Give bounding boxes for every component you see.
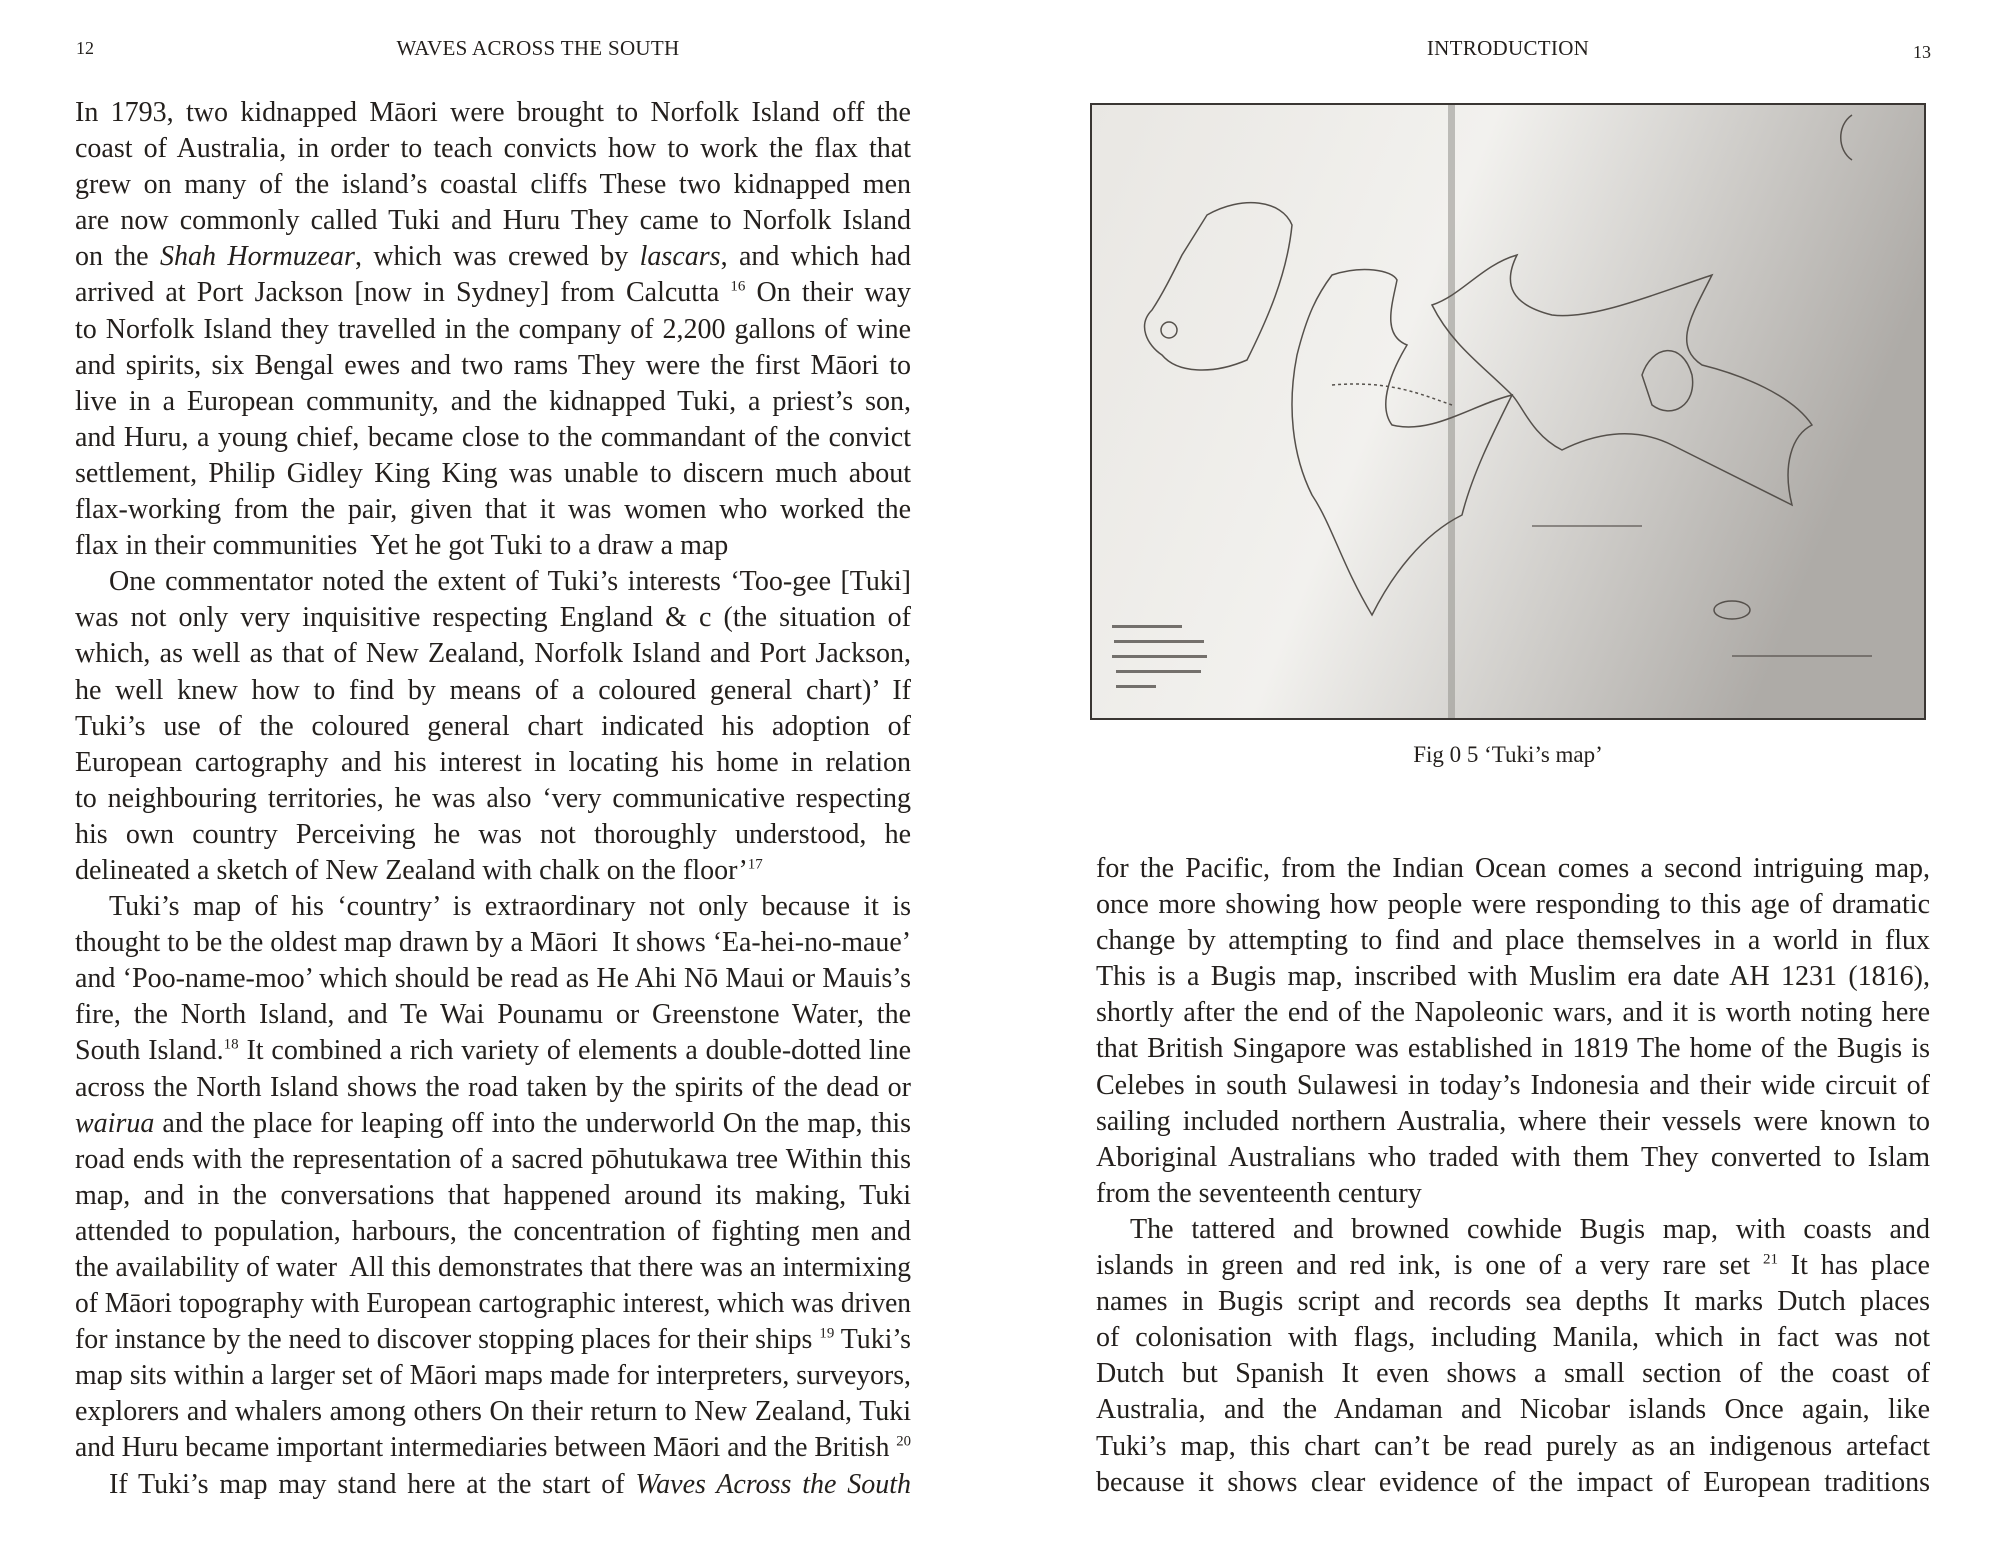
- text-segment: Celebes in south Sulawesi in today’s Indonesia and their wide circuit of: [1096, 1069, 1930, 1101]
- text-line-content: [1096, 959, 1930, 995]
- text-line-content: [1096, 887, 1930, 923]
- text-segment: Australia, and the Andaman and Nicobar islands Once again, like: [1096, 1394, 1930, 1426]
- text-line-content: [75, 167, 911, 203]
- text-line: [75, 564, 911, 600]
- text-line: [75, 1358, 911, 1394]
- text-line: [1096, 1212, 1930, 1248]
- text-line: [75, 275, 911, 311]
- text-line: [1096, 887, 1930, 923]
- text-line: [75, 131, 911, 167]
- text-line: [75, 925, 911, 961]
- text-segment: Dutch but Spanish It even shows a small section of the coast of: [1096, 1358, 1930, 1390]
- text-segment: to Norfolk Island they travelled in the company of 2,200 gallons of wine: [75, 313, 911, 345]
- text-segment: his own country Perceiving he was not thoroughly understood, he: [75, 818, 911, 850]
- text-line: [75, 1286, 911, 1322]
- text-line-content: [109, 564, 911, 600]
- text-line: [1096, 1176, 1930, 1212]
- text-segment: across the North Island shows the road taken by the spirits of the dead or: [75, 1071, 911, 1103]
- text-segment: which, as well as that of New Zealand, Norfolk Island and Port Jackson,: [75, 638, 911, 670]
- text-segment: It has place: [1777, 1250, 1930, 1282]
- page-number: 12: [76, 38, 94, 58]
- text-line-content: [1096, 995, 1930, 1031]
- text-segment: The tattered and browned cowhide Bugis map, with coasts and: [1130, 1213, 1930, 1245]
- text-segment: grew on many of the island’s coastal cliffs These two kidnapped men: [75, 169, 911, 201]
- text-line: [1096, 1068, 1930, 1104]
- text-segment: It combined a rich variety of elements a double-dotted line: [238, 1035, 911, 1067]
- text-line: [75, 889, 911, 925]
- text-line-content: [1096, 1068, 1930, 1104]
- text-line-content: [75, 275, 911, 311]
- text-line-content: [1096, 851, 1930, 887]
- text-line-content: [109, 889, 911, 925]
- text-line: [1096, 959, 1930, 995]
- text-line: [1096, 1140, 1930, 1176]
- text-segment: to neighbouring territories, he was also ‘very communicative respecting: [75, 782, 911, 814]
- text-line: [75, 1178, 911, 1214]
- text-segment: of colonisation with flags, including Manila, which in fact was not: [1096, 1322, 1930, 1354]
- text-line-content: [1096, 1031, 1930, 1067]
- text-segment: once more showing how people were responding to this age of dramatic: [1096, 889, 1930, 921]
- text-line-content: [75, 239, 911, 275]
- footnote-ref: 21: [1762, 1251, 1778, 1268]
- text-segment: flax-working from the pair, given that it was women who worked the: [75, 494, 911, 526]
- text-segment: wairua: [75, 1107, 155, 1139]
- text-segment: If Tuki’s map may stand here at the start of: [109, 1468, 636, 1500]
- text-segment: fire, the North Island, and Te Wai Pounamu or Greenstone Water, the: [75, 999, 911, 1031]
- footnote-ref: 20: [896, 1434, 911, 1451]
- text-line: [75, 1142, 911, 1178]
- text-segment: and Huru became important intermediaries between Māori and the British: [75, 1432, 897, 1464]
- text-segment: map sits within a larger set of Māori maps made for interpreters, surveyors,: [75, 1360, 911, 1392]
- text-line: [75, 636, 911, 672]
- text-line: [75, 853, 911, 889]
- text-line-content: [75, 420, 911, 456]
- text-segment: live in a European community, and the kidnapped Tuki, a priest’s son,: [75, 385, 911, 417]
- text-line-content: [1096, 1320, 1930, 1356]
- text-line: [75, 95, 911, 131]
- text-segment: Tuki’s use of the coloured general chart indicated his adoption of: [75, 710, 911, 742]
- text-line-content: [75, 1070, 911, 1106]
- text-segment: Shah Hormuzear: [159, 241, 355, 273]
- text-segment: European cartography and his interest in locating his home in relation: [75, 746, 911, 778]
- text-segment: lascars: [639, 241, 721, 273]
- text-line: [1096, 1031, 1930, 1067]
- text-segment: One commentator noted the extent of Tuki’s interests ‘Too-gee [Tuki]: [109, 566, 911, 598]
- text-line-content: [75, 1033, 911, 1069]
- text-line-content: [75, 853, 763, 889]
- text-segment: are now commonly called Tuki and Huru They came to Norfolk Island: [75, 205, 911, 237]
- text-line-content: [75, 745, 911, 781]
- text-segment: arrived at Port Jackson [now in Sydney] from Calcutta: [75, 277, 731, 309]
- text-segment: flax in their communities Yet he got Tuki to a draw a map: [75, 530, 729, 562]
- text-line-content: [75, 1214, 911, 1250]
- text-segment: attended to population, harbours, the concentration of fighting men and: [75, 1215, 911, 1247]
- text-segment: map, and in the conversations that happened around its making, Tuki: [75, 1179, 911, 1211]
- text-line-content: [75, 348, 911, 384]
- text-line: [75, 817, 911, 853]
- text-line-content: [75, 95, 911, 131]
- text-line-content: [75, 456, 911, 492]
- text-line-content: [75, 312, 911, 348]
- text-line: [75, 492, 911, 528]
- text-line: [75, 203, 911, 239]
- text-line: [75, 1430, 911, 1466]
- text-line: [1096, 851, 1930, 887]
- text-line: [1096, 1392, 1930, 1428]
- text-segment: South Island.: [75, 1035, 224, 1067]
- text-line-content: [75, 1358, 911, 1394]
- page-number: 13: [1913, 42, 1931, 62]
- text-segment: coast of Australia, in order to teach convicts how to work the flax that: [75, 133, 911, 165]
- text-line-content: [75, 492, 911, 528]
- text-line-content: [1096, 1429, 1930, 1465]
- text-segment: sailing included northern Australia, where their vessels were known to: [1096, 1105, 1930, 1137]
- text-line: [75, 1467, 911, 1503]
- text-line-content: [75, 709, 911, 745]
- text-segment: In 1793, two kidnapped Māori were brought to Norfolk Island off the: [75, 97, 911, 128]
- text-line: [75, 1106, 911, 1142]
- text-segment: explorers and whalers among others On their return to New Zealand, Tuki: [75, 1396, 911, 1428]
- text-line-content: [75, 203, 911, 239]
- text-line-content: [75, 673, 911, 709]
- text-segment: This is a Bugis map, inscribed with Muslim era date AH 1231 (1816),: [1096, 961, 1930, 993]
- text-segment: Aboriginal Australians who traded with them They converted to Islam: [1096, 1141, 1930, 1173]
- text-segment: settlement, Philip Gidley King King was unable to discern much about: [75, 457, 911, 489]
- text-line-content: [1096, 1465, 1930, 1501]
- text-segment: and the place for leaping off into the underworld On the map, this: [154, 1107, 911, 1139]
- footnote-ref: 18: [223, 1037, 239, 1054]
- text-segment: shortly after the end of the Napoleonic wars, and it is worth noting here: [1096, 997, 1930, 1029]
- text-line-content: [75, 1142, 911, 1178]
- text-segment: thought to be the oldest map drawn by a Māori It shows ‘Ea-hei-no-maue’: [75, 927, 911, 959]
- body-text: [1096, 851, 1930, 1501]
- text-line: [75, 1250, 911, 1286]
- footnote-ref: 19: [819, 1325, 835, 1342]
- text-line: [1096, 1465, 1930, 1501]
- text-line: [75, 312, 911, 348]
- text-line: [75, 1322, 911, 1358]
- footnote-ref: 17: [747, 856, 763, 873]
- text-segment: of Māori topography with European cartographic interest, which was driven: [75, 1288, 911, 1320]
- text-segment: delineated a sketch of New Zealand with chalk on the floor’: [75, 854, 748, 886]
- text-line: [1096, 1429, 1930, 1465]
- text-line: [75, 239, 911, 275]
- text-line-content: [1096, 923, 1930, 959]
- text-line-content: [75, 781, 911, 817]
- text-segment: change by attempting to find and place themselves in a world in flux: [1096, 925, 1930, 957]
- footnote-ref: 16: [730, 279, 746, 296]
- hand-drawn-map-illustration: [1092, 105, 1924, 718]
- text-segment: on the: [75, 241, 160, 273]
- text-segment: and Huru, a young chief, became close to the commandant of the convict: [75, 421, 911, 453]
- text-line: [75, 673, 911, 709]
- text-line: [1096, 1248, 1930, 1284]
- text-segment: and spirits, six Bengal ewes and two rams They were the first Māori to: [75, 349, 911, 381]
- running-head: INTRODUCTION: [1426, 36, 1590, 60]
- text-line: [75, 167, 911, 203]
- text-line: [75, 781, 911, 817]
- text-line-content: [75, 528, 728, 564]
- text-line: [75, 1394, 911, 1430]
- text-segment: from the seventeenth century: [1096, 1177, 1422, 1209]
- text-line-content: [75, 1430, 911, 1466]
- text-line-content: [75, 925, 911, 961]
- text-segment: and ‘Poo-name-moo’ which should be read as He Ahi Nō Maui or Mauis’s: [75, 963, 911, 995]
- text-line-content: [1096, 1284, 1930, 1320]
- text-line: [75, 1070, 911, 1106]
- text-segment: that British Singapore was established in 1819 The home of the Bugis is: [1096, 1033, 1930, 1065]
- text-line: [1096, 1356, 1930, 1392]
- text-segment: because it shows clear evidence of the impact of European traditions: [1096, 1466, 1930, 1498]
- text-line: [75, 456, 911, 492]
- text-segment: the availability of water All this demonstrates that there was an intermixing: [75, 1252, 911, 1283]
- text-line: [1096, 1320, 1930, 1356]
- text-line: [1096, 1104, 1930, 1140]
- text-line-content: [109, 1467, 911, 1503]
- text-segment: for the Pacific, from the Indian Ocean comes a second intriguing map,: [1096, 853, 1930, 884]
- text-line-content: [75, 1178, 911, 1214]
- text-line-content: [75, 817, 911, 853]
- text-segment: , and which had: [720, 241, 911, 273]
- text-line-content: [1096, 1248, 1930, 1284]
- text-line-content: [75, 997, 911, 1033]
- text-line: [1096, 995, 1930, 1031]
- text-line-content: [1096, 1356, 1930, 1392]
- text-line: [1096, 1284, 1930, 1320]
- running-head: WAVES ACROSS THE SOUTH: [396, 36, 680, 60]
- text-line-content: [75, 384, 911, 420]
- text-line: [75, 709, 911, 745]
- text-segment: islands in green and red ink, is one of a very rare set: [1096, 1250, 1763, 1282]
- text-line-content: [75, 1106, 911, 1142]
- text-line: [75, 997, 911, 1033]
- text-line: [75, 420, 911, 456]
- text-segment: On their way: [745, 277, 911, 309]
- text-line: [75, 528, 911, 564]
- text-segment: Tuki’s map, this chart can’t be read purely as an indigenous artefact: [1096, 1430, 1930, 1462]
- text-line-content: [75, 961, 911, 997]
- text-segment: Tuki’s map of his ‘country’ is extraordinary not only because it is: [109, 891, 911, 923]
- text-line-content: [1130, 1212, 1930, 1248]
- text-line-content: [1096, 1176, 1422, 1212]
- figure-caption: Fig 0 5 ‘Tuki’s map’: [1413, 742, 1603, 767]
- text-line: [75, 600, 911, 636]
- text-segment: Waves Across the South: [635, 1468, 912, 1500]
- text-line: [75, 384, 911, 420]
- text-segment: names in Bugis script and records sea depths It marks Dutch places: [1096, 1286, 1930, 1318]
- text-line: [1096, 923, 1930, 959]
- text-line-content: [75, 636, 911, 672]
- text-line-content: [75, 600, 911, 636]
- text-line: [75, 961, 911, 997]
- text-line: [75, 745, 911, 781]
- text-segment: he well knew how to find by means of a coloured general chart)’ If: [75, 674, 911, 706]
- text-segment: road ends with the representation of a sacred pōhutukawa tree Within this: [75, 1143, 911, 1175]
- text-line: [75, 1033, 911, 1069]
- text-segment: was not only very inquisitive respecting England & c (the situation of: [75, 602, 911, 634]
- text-segment: for instance by the need to discover stopping places for their ships: [75, 1324, 820, 1356]
- text-line-content: [1096, 1392, 1930, 1428]
- text-line-content: [1096, 1140, 1930, 1176]
- text-line-content: [75, 1250, 911, 1286]
- text-line-content: [75, 1286, 911, 1322]
- text-segment: Tuki’s: [834, 1324, 911, 1356]
- text-line: [75, 348, 911, 384]
- text-line-content: [75, 1322, 911, 1358]
- text-segment: , which was crewed by: [354, 241, 640, 273]
- figure-map-image: [1090, 103, 1926, 720]
- text-line: [75, 1214, 911, 1250]
- body-text: [75, 95, 911, 1503]
- text-line-content: [75, 131, 911, 167]
- text-line-content: [75, 1394, 911, 1430]
- text-line-content: [1096, 1104, 1930, 1140]
